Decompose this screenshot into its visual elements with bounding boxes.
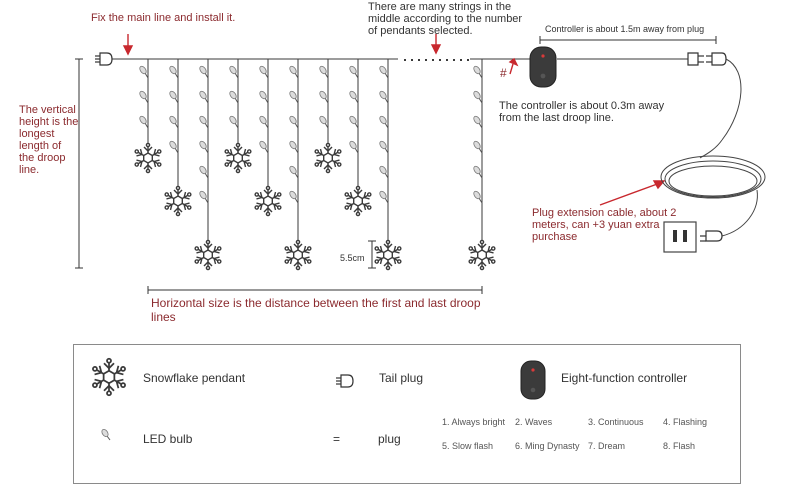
many-strings-label: There are many strings in the middle according to the number of pendants selected. — [368, 1, 523, 37]
controller-droop-distance-label: The controller is about 0.3m away from the last droop line. — [499, 100, 665, 124]
hash-mark: # — [500, 66, 507, 80]
tail-plug-icon — [95, 53, 112, 65]
function-item: 3. Continuous — [588, 417, 644, 427]
legend-controller-label: Eight-function controller — [561, 371, 688, 385]
function-item: 8. Flash — [663, 441, 696, 451]
function-item: 5. Slow flash — [442, 441, 494, 451]
legend-snowflake-label: Snowflake pendant — [143, 371, 246, 385]
led-bulbs — [138, 65, 482, 203]
legend-led-bulb-label: LED bulb — [143, 432, 193, 446]
controller-plug-distance-label: Controller is about 1.5m away from plug — [545, 24, 705, 34]
vertical-height-label: The vertical height is the longest length of the droop line. — [19, 104, 79, 176]
function-item: 6. Ming Dynasty — [515, 441, 580, 451]
droop-lines — [148, 59, 482, 250]
fix-main-line-label: Fix the main line and install it. — [91, 12, 236, 24]
legend-tail-plug-label: Tail plug — [379, 371, 424, 385]
plug-end-icon — [700, 231, 722, 241]
controller-distance-line — [540, 36, 716, 44]
extension-cable-label: Plug extension cable, about 2 meters, can +3 yuan extra purchase — [532, 207, 677, 243]
function-item: 4. Flashing — [663, 417, 708, 427]
plug-right-icon — [680, 53, 726, 65]
snowflake-pendants — [133, 143, 496, 269]
legend-equals: = — [333, 432, 341, 446]
horizontal-size-bracket — [148, 286, 482, 294]
horizontal-size-label: Horizontal size is the distance between the first and last droop lines — [151, 296, 481, 324]
controller-icon — [530, 47, 556, 87]
pendant-size-label: 5.5cm — [340, 253, 365, 263]
function-item: 2. Waves — [515, 417, 553, 427]
function-item: 7. Dream — [588, 441, 626, 451]
legend-box — [73, 344, 741, 484]
legend-plug-label: plug — [378, 432, 401, 446]
function-item: 1. Always bright — [442, 417, 506, 427]
